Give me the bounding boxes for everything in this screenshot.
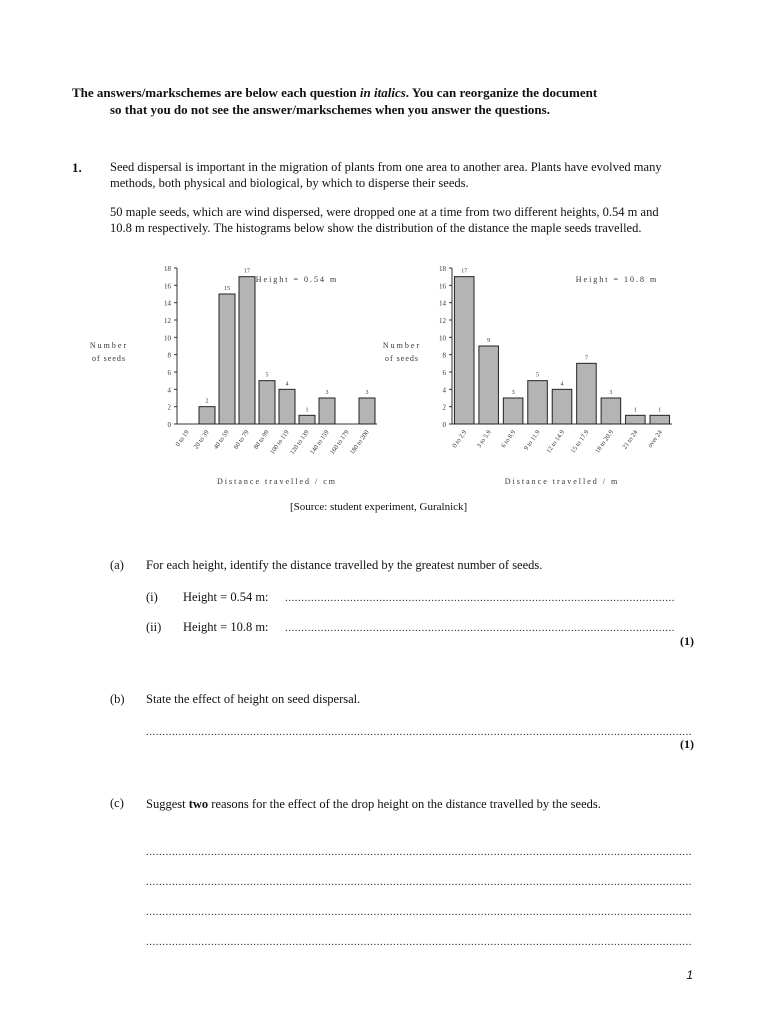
bar [528,381,548,424]
y-tick-label: 10 [439,334,446,343]
answer-line-c-4[interactable]: ........................................................................................................................................................................ [146,936,692,948]
x-axis-label: Distance travelled / m [504,477,620,486]
category-label: 18 to 20.9 [594,429,615,455]
data-label: 3 [325,390,329,396]
chart-title: Height = 10.8 m [575,275,659,284]
category-label: 180 to 200 [348,429,371,456]
bar [259,381,275,424]
chart-title: Height = 0.54 m [255,275,339,284]
bar [577,363,597,424]
answer-line-a-ii[interactable]: ........................................................................................................................ [285,622,675,634]
category-label: 9 to 11.9 [522,429,542,452]
category-label: 20 to 39 [192,429,211,451]
data-label: 2 [205,398,209,405]
data-label: 3 [511,390,515,396]
y-axis-label: Number [89,341,129,350]
part-b-text: State the effect of height on seed dispersal. [146,692,361,706]
category-label: 0 to 19 [174,429,191,448]
data-label: 9 [487,338,491,344]
data-label: 1 [658,407,662,414]
y-tick-label: 2 [442,403,446,412]
data-label: 15 [224,286,230,292]
intro-line1: The answers/markschemes are below each question [72,85,360,100]
category-label: 140 to 159 [308,429,331,456]
y-tick-label: 18 [164,265,171,273]
y-tick-label: 14 [164,299,171,308]
y-tick-label: 4 [442,386,446,395]
bar [650,415,670,424]
bar [503,398,523,424]
y-tick-label: 0 [167,421,171,429]
data-label: 3 [365,390,369,396]
category-label: 160 to 179 [328,429,351,456]
part-a-i-label: (i) [146,590,158,604]
part-a-ii-text: Height = 10.8 m: [183,620,269,634]
category-label: 60 to 79 [232,429,251,451]
histograms [72,258,692,498]
intro-italic: in italics [359,85,406,100]
part-c-text [146,796,636,812]
bar [239,277,255,424]
bar [299,415,315,424]
answer-line-b[interactable]: ........................................................................................................................................................................ [146,726,692,738]
bar [279,389,295,424]
category-label: 3 to 5.9 [475,429,493,450]
y-tick-label: 6 [167,369,171,377]
question-paragraph-2: 50 maple seeds, which are wind dispersed, were dropped one at a time from two different heights, 0.54 m and 10.8 m respectively. The histograms below show the distribution of the distance the maple seeds travelled. [110,205,659,235]
mark-a: (1) [680,634,694,648]
x-axis-label: Distance travelled / cm [217,477,337,486]
histogram-height-054 [90,265,377,486]
data-label: 1 [633,407,637,414]
category-label: over 24 [646,429,664,450]
data-label: 17 [461,268,468,275]
y-tick-label: 8 [167,351,171,360]
intro-line1-end: . You can reorganize the document [405,85,598,100]
part-a-text: For each height, identify the distance travelled by the greatest number of seeds. [146,558,543,572]
data-label: 4 [560,381,564,388]
mark-b: (1) [680,737,694,751]
question-paragraph-1: Seed dispersal is important in the migration of plants from one area to another area. Plants have evolved many methods, both physical and biological, by which to disperse their seeds. [110,160,662,190]
bar [601,398,621,424]
category-label: 6 to 8.9 [500,429,518,450]
bar [219,294,235,424]
y-tick-label: 2 [167,403,171,412]
category-label: 12 to 14.9 [545,429,567,455]
intro-note [72,84,672,118]
category-label: 120 to 139 [288,429,311,456]
y-tick-label: 18 [439,265,446,273]
bar [454,277,474,424]
bar [319,398,335,424]
data-label: 7 [584,355,588,362]
data-label: 1 [305,407,309,414]
data-label: 5 [536,372,540,379]
category-label: 15 to 17.9 [569,429,591,455]
category-label: 80 to 99 [252,429,271,451]
y-tick-label: 4 [167,386,171,395]
bar [552,389,572,424]
part-c-label: (c) [110,796,124,810]
y-tick-label: 14 [439,299,446,308]
part-a-label: (a) [110,558,124,572]
y-axis-label: of seeds [92,354,126,363]
part-a-ii-label: (ii) [146,620,162,634]
data-label: 3 [609,390,613,396]
data-label: 17 [244,268,250,275]
part-a-i-text: Height = 0.54 m: [183,590,269,604]
category-label: 100 to 119 [269,429,291,456]
category-label: 21 to 24 [621,429,640,451]
y-tick-label: 8 [442,351,446,360]
part-c-text-bold: two [188,797,209,811]
y-tick-label: 0 [442,421,446,429]
source-note: [Source: student experiment, Guralnick] [290,501,468,513]
question-number: 1. [72,160,82,175]
bar [359,398,375,424]
histogram-height-108 [383,265,672,486]
y-tick-label: 16 [164,282,171,291]
part-b-label: (b) [110,692,125,706]
y-tick-label: 6 [442,369,446,377]
answer-line-c-1[interactable]: ........................................................................................................................................................................ [146,846,692,858]
answer-line-c-2[interactable]: ........................................................................................................................................................................ [146,876,692,888]
answer-line-a-i[interactable]: ........................................................................................................................ [285,592,675,604]
page-number: 1 [686,968,693,982]
category-label: 40 to 59 [212,429,231,451]
bar [199,407,215,424]
intro-line2: so that you do not see the answer/markschemes when you answer the questions. [110,102,550,117]
y-tick-label: 16 [439,282,446,291]
y-axis-label: of seeds [385,354,419,363]
y-tick-label: 12 [439,317,446,325]
y-axis-label: Number [382,341,422,350]
part-c-text-post: reasons for the effect of the drop height on the distance travelled by the seeds. [208,797,601,811]
part-c-text-pre: Suggest [146,797,189,811]
y-tick-label: 12 [164,317,171,325]
bar [479,346,499,424]
bar [626,415,646,424]
answer-line-c-3[interactable]: ........................................................................................................................................................................ [146,906,692,918]
category-label: 0 to 2.9 [451,429,469,450]
data-label: 4 [285,381,289,388]
data-label: 5 [265,372,269,379]
y-tick-label: 10 [164,334,171,343]
